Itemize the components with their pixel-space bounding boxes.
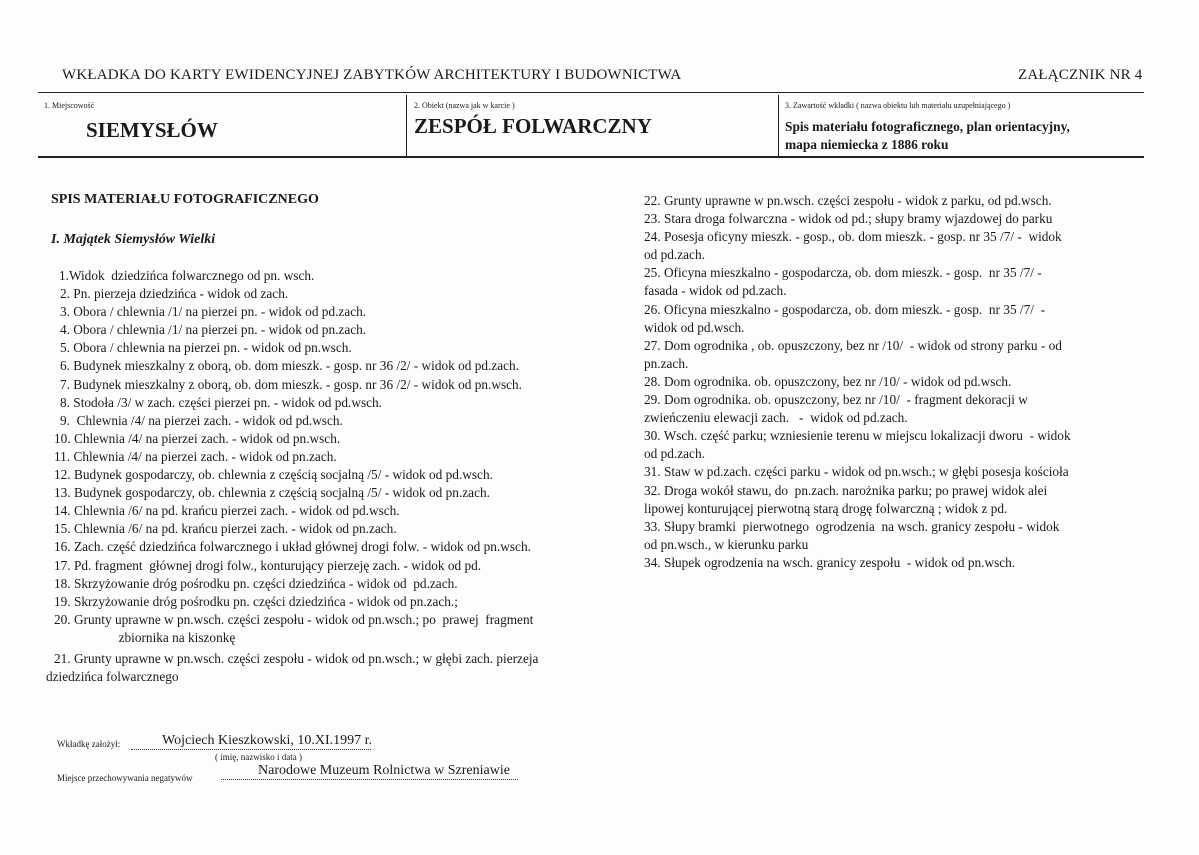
field-2-label: 2. Obiekt (nazwa jak w karcie ) <box>414 101 515 110</box>
list-line: 28. Dom ogrodnika. ob. opuszczony, bez nr /10/ - widok od pd.wsch. <box>644 373 1012 389</box>
list-line: 29. Dom ogrodnika. ob. opuszczony, bez nr /10/ - fragment dekoracji w <box>644 392 1028 408</box>
list-line: 15. Chlewnia /6/ na pd. krańcu pierzei zach. - widok od pn.zach. <box>54 521 397 537</box>
list-line: 12. Budynek gospodarczy, ob. chlewnia z częścią socjalną /5/ - widok od pd.wsch. <box>54 467 493 483</box>
list-line: od pd.zach. <box>644 446 705 462</box>
list-line: 19. Skrzyżowanie dróg pośrodku pn. części dziedzińca - widok od pn.zach.; <box>54 593 458 609</box>
list-line: 23. Stara droga folwarczna - widok od pd.; słupy bramy wjazdowej do parku <box>644 211 1053 227</box>
list-line: 34. Słupek ogrodzenia na wsch. granicy zespołu - widok od pn.wsch. <box>644 554 1016 570</box>
section-subtitle: I. Majątek Siemysłów Wielki <box>51 232 216 247</box>
list-line: 21. Grunty uprawne w pn.wsch. części zespołu - widok od pn.wsch.; w głębi zach. pierzeja <box>54 650 539 666</box>
storage-value: Narodowe Muzeum Rolnictwa w Szreniawie <box>221 763 518 780</box>
list-line: zbiornika na kiszonkę <box>92 629 236 645</box>
list-line: od pd.zach. <box>644 247 705 263</box>
list-line: widok od pd.wsch. <box>644 319 745 335</box>
section-title: SPIS MATERIAŁU FOTOGRAFICZNEGO <box>51 192 319 207</box>
storage-label: Miejsce przechowywania negatywów <box>57 773 193 783</box>
list-line: 3. Obora / chlewnia /1/ na pierzei pn. - widok od pd.zach. <box>60 304 367 320</box>
list-line: 7. Budynek mieszkalny z oborą, ob. dom mieszk. - gosp. nr 36 /2/ - widok od pn.wsch. <box>60 376 523 392</box>
photo-list-left <box>46 267 539 686</box>
field-3-label: 3. Zawartość wkładki ( nazwa obiektu lub materiału uzupełniającego ) <box>785 101 1011 110</box>
field-3-value-line2: mapa niemiecka z 1886 roku <box>785 137 949 152</box>
list-line: dziedzińca folwarcznego <box>46 669 179 685</box>
field-1-value: SIEMYSŁÓW <box>86 118 218 142</box>
list-line: 5. Obora / chlewnia na pierzei pn. - widok od pn.wsch. <box>60 340 352 356</box>
list-line: lipowej konturującej pierwotną starą drogę folwarczną ; widok z pd. <box>644 500 1008 516</box>
list-line: 14. Chlewnia /6/ na pd. krańcu pierzei zach. - widok od pd.wsch. <box>54 503 400 519</box>
photo-list-right <box>644 192 1071 572</box>
list-line: 33. Słupy bramki pierwotnego ogrodzenia na wsch. granicy zespołu - widok <box>644 518 1060 534</box>
list-line: 8. Stodoła /3/ w zach. części pierzei pn. - widok od pd.wsch. <box>60 394 382 410</box>
field-divider-2 <box>778 95 779 156</box>
list-line: 16. Zach. część dziedzińca folwarcznego i układ głównej drogi folw. - widok od pn.wsch. <box>54 539 531 555</box>
list-line: 20. Grunty uprawne w pn.wsch. części zespołu - widok od pn.wsch.; po prawej fragment <box>54 611 534 627</box>
list-line: pn.zach. <box>644 355 689 371</box>
list-line: 9. Chlewnia /4/ na pierzei zach. - widok od pd.wsch. <box>60 412 343 428</box>
list-line: 4. Obora / chlewnia /1/ na pierzei pn. - widok od pn.zach. <box>60 322 367 338</box>
author-value: Wojciech Kieszkowski, 10.XI.1997 r. <box>131 733 371 750</box>
list-line: 13. Budynek gospodarczy, ob. chlewnia z częścią socjalną /5/ - widok od pn.zach. <box>54 485 490 501</box>
top-rule <box>38 92 1144 93</box>
list-line: 25. Oficyna mieszkalno - gospodarcza, ob. dom mieszk. - gosp. nr 35 /7/ - <box>644 265 1042 281</box>
list-line: 11. Chlewnia /4/ na pierzei zach. - widok od pn.zach. <box>54 448 337 464</box>
list-line: 10. Chlewnia /4/ na pierzei zach. - widok od pn.wsch. <box>54 430 341 446</box>
list-line: 1.Widok dziedzińca folwarcznego od pn. wsch. <box>59 268 315 283</box>
list-line: 31. Staw w pd.zach. części parku - widok od pn.wsch.; w głębi posesja kościoła <box>644 464 1069 480</box>
list-line: 17. Pd. fragment głównej drogi folw., konturujący pierzeję zach. - widok od pd. <box>54 557 482 573</box>
author-hint: ( imię, nazwisko i data ) <box>215 752 302 762</box>
list-line: 24. Posesja oficyny mieszk. - gosp., ob. dom mieszk. - gosp. nr 35 /7/ - widok <box>644 229 1062 245</box>
field-1-label: 1. Miejscowość <box>44 101 95 110</box>
attachment-number: ZAŁĄCZNIK NR 4 <box>1018 67 1143 83</box>
list-line: fasada - widok od pd.zach. <box>644 283 787 299</box>
field-2-value: ZESPÓŁ FOLWARCZNY <box>414 114 652 138</box>
list-line: 22. Grunty uprawne w pn.wsch. części zespołu - widok z parku, od pd.wsch. <box>644 193 1052 208</box>
list-line: 6. Budynek mieszkalny z oborą, ob. dom mieszk. - gosp. nr 36 /2/ - widok od pd.zach. <box>60 358 520 374</box>
field-divider-1 <box>406 95 407 156</box>
field-3-value-line1: Spis materiału fotograficznego, plan orientacyjny, <box>785 119 1070 134</box>
list-line: od pn.wsch., w kierunku parku <box>644 536 809 552</box>
list-line: 26. Oficyna mieszkalno - gospodarcza, ob. dom mieszk. - gosp. nr 35 /7/ - <box>644 301 1046 317</box>
list-line: 32. Droga wokół stawu, do pn.zach. narożnika parku; po prawej widok alei <box>644 482 1048 498</box>
document-title: WKŁADKA DO KARTY EWIDENCYJNEJ ZABYTKÓW ARCHITEKTURY I BUDOWNICTWA <box>62 67 682 83</box>
list-line: 30. Wsch. część parku; wzniesienie terenu w miejscu lokalizacji dworu - widok <box>644 428 1071 444</box>
author-label: Wkładkę założył: <box>57 739 121 749</box>
list-line: 2. Pn. pierzeja dziedzińca - widok od zach. <box>60 286 289 302</box>
list-line: 18. Skrzyżowanie dróg pośrodku pn. części dziedzińca - widok od pd.zach. <box>54 575 458 591</box>
list-line: 27. Dom ogrodnika , ob. opuszczony, bez nr /10/ - widok od strony parku - od <box>644 337 1062 353</box>
list-line: zwieńczeniu elewacji zach. - widok od pd.zach. <box>644 410 908 426</box>
bottom-rule <box>38 156 1144 158</box>
